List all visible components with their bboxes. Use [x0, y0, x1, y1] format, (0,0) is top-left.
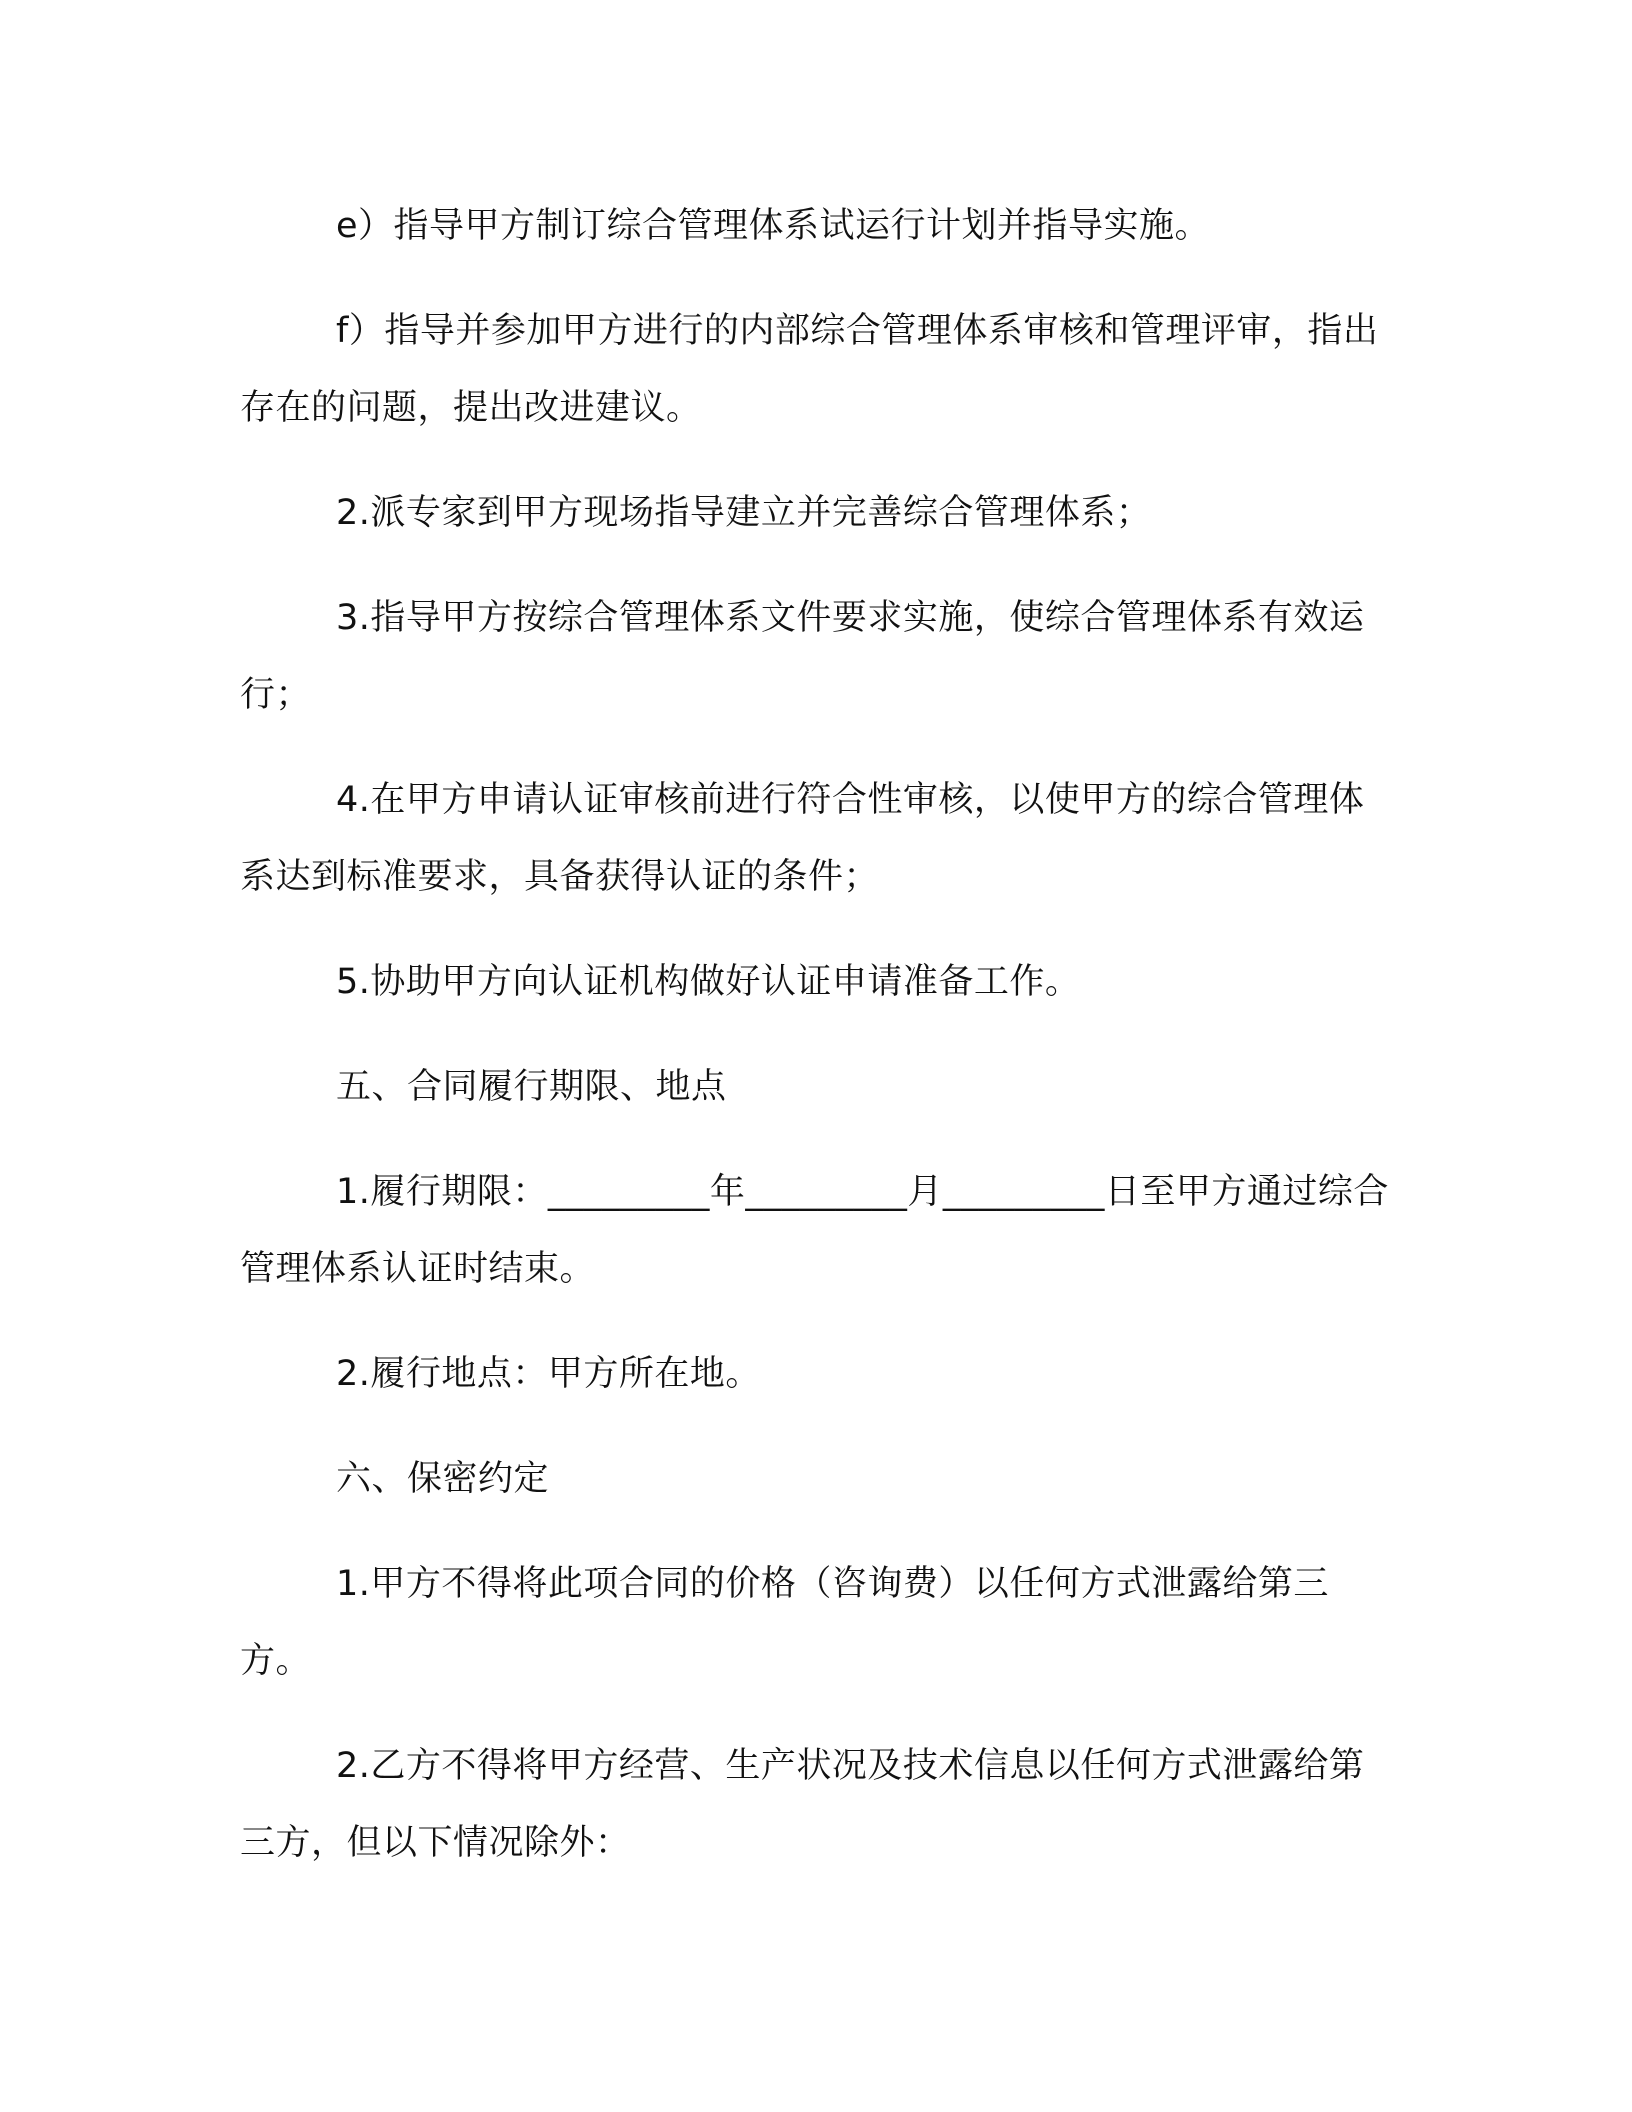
paragraph-send-experts: 2.派专家到甲方现场指导建立并完善综合管理体系； [336, 493, 1152, 533]
paragraph-performance-term: 1.履行期限：_________年_________月_________日至甲方通过综合管理体系认证时结束。 [240, 1172, 1389, 1289]
section-heading-confidentiality: 六、保密约定 [336, 1459, 550, 1499]
paragraph-performance-location: 2.履行地点：甲方所在地。 [336, 1354, 761, 1394]
section-heading-term-location: 五、合同履行期限、地点 [336, 1067, 727, 1107]
paragraph-party-a-confidentiality: 1.甲方不得将此项合同的价格（咨询费）以任何方式泄露给第三方。 [240, 1564, 1329, 1681]
paragraph-guide-trial-run: e）指导甲方制订综合管理体系试运行计划并指导实施。 [336, 206, 1211, 246]
paragraph-conformity-audit: 4.在甲方申请认证审核前进行符合性审核，以使甲方的综合管理体系达到标准要求，具备获得认证的条件； [240, 780, 1365, 897]
paragraph-guide-internal-audit: f）指导并参加甲方进行的内部综合管理体系审核和管理评审，指出存在的问题，提出改进建议。 [240, 311, 1379, 428]
paragraph-assist-certification: 5.协助甲方向认证机构做好认证申请准备工作。 [336, 962, 1081, 1002]
paragraph-party-b-confidentiality: 2.乙方不得将甲方经营、生产状况及技术信息以任何方式泄露给第三方，但以下情况除外： [240, 1746, 1365, 1863]
paragraph-guide-implementation: 3.指导甲方按综合管理体系文件要求实施，使综合管理体系有效运行； [240, 598, 1365, 715]
document-body [240, 188, 1390, 1882]
